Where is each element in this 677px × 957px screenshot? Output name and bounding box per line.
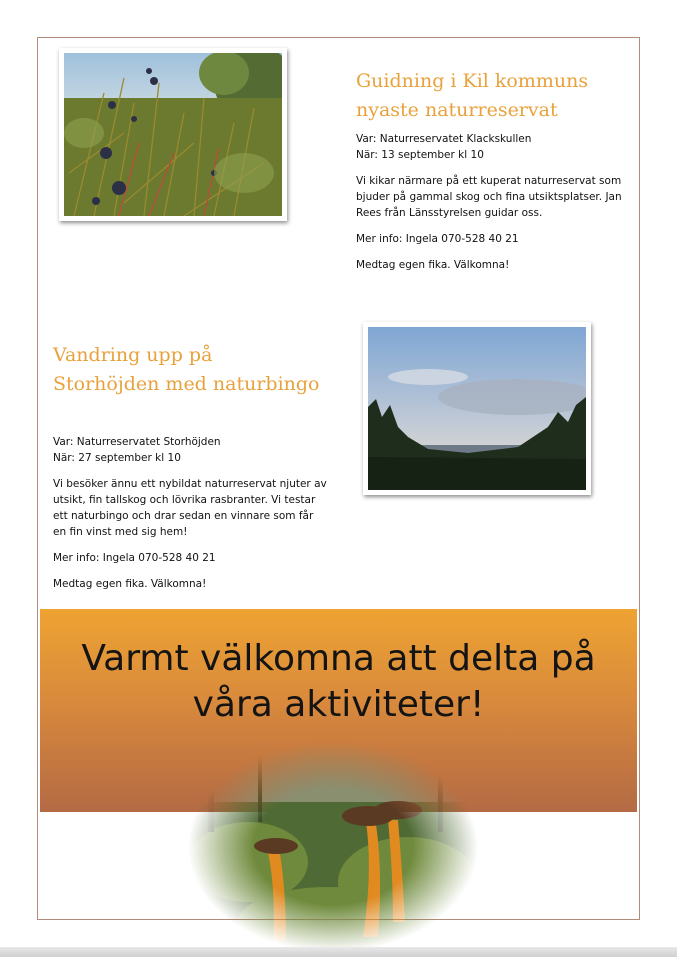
event2-where: Var: Naturreservatet Storhöjden xyxy=(53,436,221,448)
mushroom-photo xyxy=(188,742,478,952)
event1-title: Guidning i Kil kommuns nyaste naturreservat xyxy=(356,70,589,121)
event2-description: Vi besöker ännu ett nybildat naturreservat njuter av utsikt, fin tallskog och lövrika rasbranter. Vi testar ett naturbingo och drar sedan en vinnare som får en fin vinst med sig hem! xyxy=(53,478,327,538)
event1-description: Vi kikar närmare på ett kuperat naturreservat som bjuder på gammal skog och fina utsiktsplatser. Jan Rees från Länsstyrelsen guidar oss. xyxy=(356,175,622,219)
event1-info: Mer info: Ingela 070-528 40 21 xyxy=(356,233,519,245)
blueberry-bush-photo-icon xyxy=(64,53,282,216)
event1-closing: Medtag egen fika. Välkomna! xyxy=(356,259,510,271)
event2-title: Vandring upp på Storhöjden med naturbingo xyxy=(53,344,320,395)
event2-photo xyxy=(363,322,591,495)
event2-details xyxy=(53,434,328,602)
chanterelle-mushroom-photo-icon xyxy=(188,742,478,952)
event1-photo xyxy=(59,48,287,221)
event2-when: När: 27 september kl 10 xyxy=(53,452,181,464)
forest-view-photo-icon xyxy=(368,327,586,490)
event2-closing: Medtag egen fika. Välkomna! xyxy=(53,578,207,590)
event1-details xyxy=(356,131,626,283)
event1-where: Var: Naturreservatet Klackskullen xyxy=(356,133,532,145)
event2-info: Mer info: Ingela 070-528 40 21 xyxy=(53,552,216,564)
page-bottom-edge xyxy=(0,947,677,957)
welcome-banner-text: Varmt välkomna att delta på våra aktiviteter! xyxy=(81,638,596,725)
event1-when: När: 13 september kl 10 xyxy=(356,149,484,161)
